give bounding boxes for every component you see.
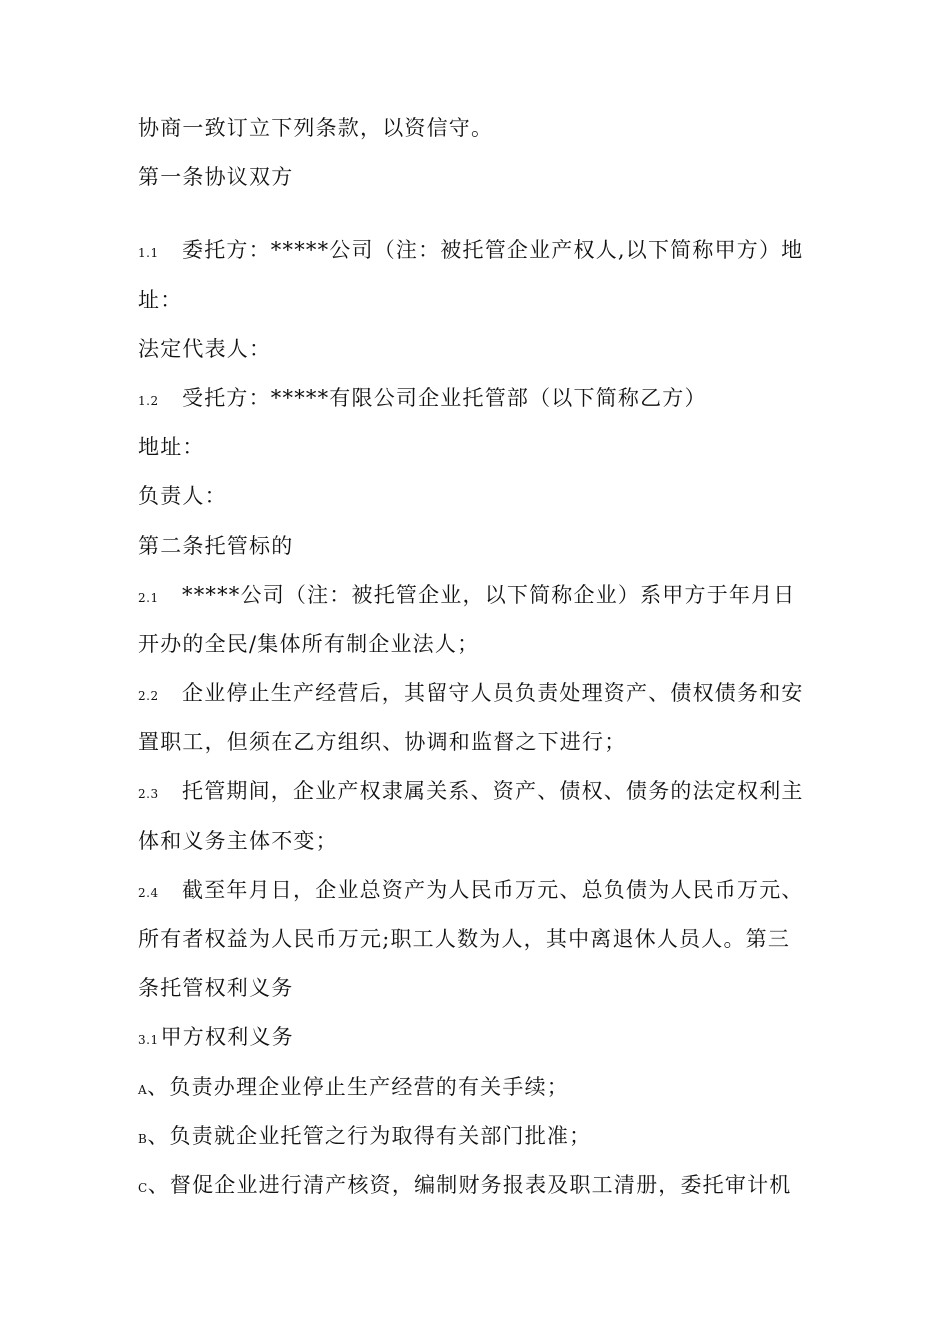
text-line xyxy=(138,325,828,374)
line-text: 托管期间，企业产权隶属关系、资产、债权、债务的法定权利主 xyxy=(182,779,804,804)
line-text: 截至年月日，企业总资产为人民币万元、总负债为人民币万元、 xyxy=(182,877,804,902)
clause-line xyxy=(138,571,828,620)
document-body xyxy=(138,104,828,1210)
list-item xyxy=(138,1112,828,1161)
line-text: 开办的全民/集体所有制企业法人； xyxy=(138,631,480,656)
clause-line xyxy=(138,226,828,275)
line-text: 企业停止生产经营后，其留守人员负责处理资产、债权债务和安 xyxy=(182,681,804,706)
text-line xyxy=(138,817,828,866)
clause-line xyxy=(138,767,828,816)
clause-number: 2.4 xyxy=(138,885,159,900)
text-line xyxy=(138,104,828,153)
text-line xyxy=(138,915,828,964)
line-text: 、督促企业进行清产核资，编制财务报表及职工清册，委托审计机 xyxy=(147,1172,792,1197)
clause-number: 1.2 xyxy=(138,393,159,408)
clause-number: 1.1 xyxy=(138,246,159,261)
subsection-heading xyxy=(138,1013,828,1062)
line-text: 协商一致订立下列条款，以资信守。 xyxy=(138,116,494,140)
clause-line xyxy=(138,866,828,915)
line-text: 甲方权利义务 xyxy=(160,1025,294,1050)
list-item xyxy=(138,1063,828,1112)
line-text: 受托方：*****有限公司企业托管部（以下简称乙方） xyxy=(182,385,707,410)
text-line xyxy=(138,964,828,1013)
line-text: 负责人： xyxy=(138,484,227,509)
clause-number: 2.1 xyxy=(138,590,159,605)
article-heading xyxy=(138,153,828,202)
clause-line xyxy=(138,374,828,423)
line-text: 第二条托管标的 xyxy=(138,533,294,558)
line-text: 体和义务主体不变； xyxy=(138,828,338,853)
line-text: 条托管权利义务 xyxy=(138,976,294,1001)
line-text: 址： xyxy=(138,287,183,312)
line-text: 地址： xyxy=(138,435,205,460)
line-text: 第一条协议双方 xyxy=(138,165,294,190)
article-heading xyxy=(138,522,828,571)
clause-number: 2.2 xyxy=(138,689,159,704)
line-text: 置职工，但须在乙方组织、协调和监督之下进行； xyxy=(138,730,627,755)
list-item xyxy=(138,1161,828,1210)
line-text: 委托方：*****公司（注：被托管企业产权人,以下简称甲方）地 xyxy=(182,238,804,263)
line-text: *****公司（注：被托管企业，以下简称企业）系甲方于年月日 xyxy=(182,582,796,607)
line-text: 所有者权益为人民币万元;职工人数为人，其中离退休人员人。第三 xyxy=(138,927,791,951)
item-letter: C xyxy=(138,1180,148,1195)
paragraph-gap xyxy=(138,202,828,226)
text-line xyxy=(138,423,828,472)
clause-number: 2.3 xyxy=(138,787,159,802)
text-line xyxy=(138,472,828,521)
item-letter: A xyxy=(138,1082,148,1097)
text-line xyxy=(138,620,828,669)
text-line xyxy=(138,718,828,767)
text-line xyxy=(138,276,828,325)
clause-line xyxy=(138,669,828,718)
line-text: 法定代表人： xyxy=(138,336,272,361)
item-letter: B xyxy=(138,1131,148,1146)
line-text: 、负责办理企业停止生产经营的有关手续； xyxy=(147,1074,569,1099)
line-text: 、负责就企业托管之行为取得有关部门批准； xyxy=(147,1123,592,1148)
clause-number: 3.1 xyxy=(138,1033,159,1048)
